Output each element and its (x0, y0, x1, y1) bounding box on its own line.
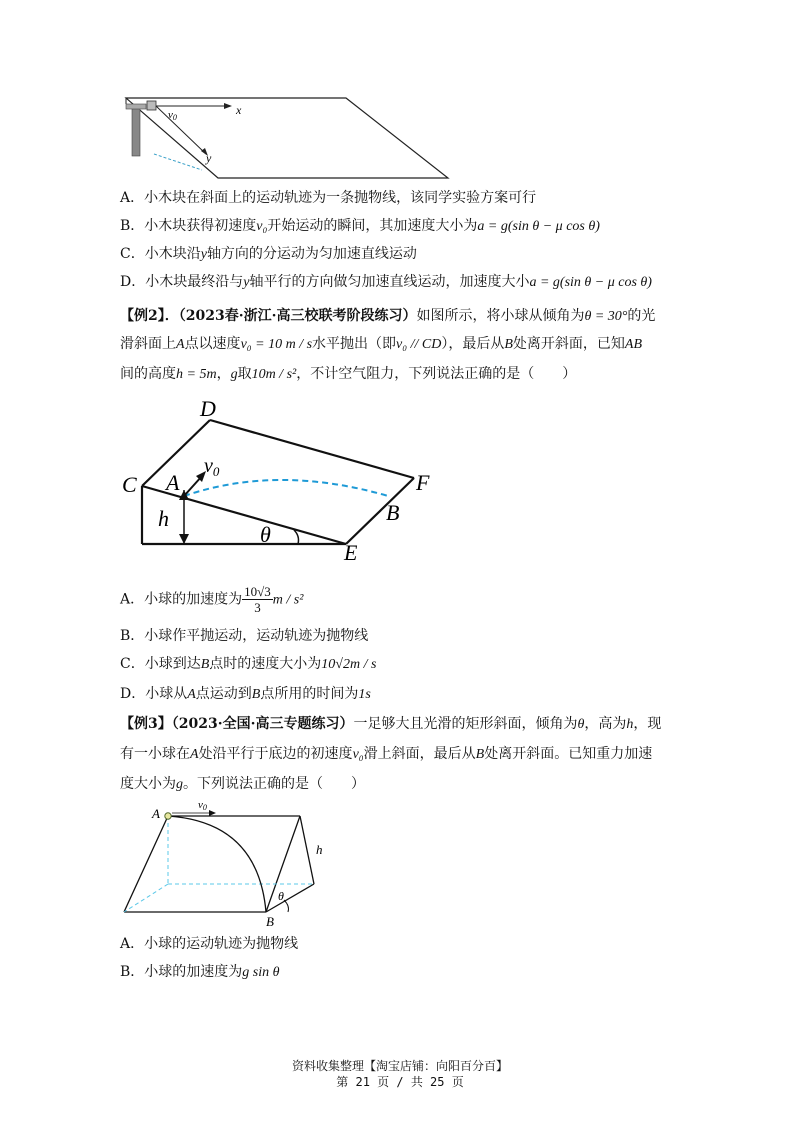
figure-incline-table (118, 92, 458, 180)
ex2-line-3: 间的高度h = 5m，g取10m / s²，不计空气阻力，下列说法正确的是（ ） (120, 366, 577, 382)
ex3-option-b: B．小球的加速度为g sin θ (120, 964, 280, 980)
fraction: $\frac{10√3}{3}$ (244, 584, 271, 615)
fig3-label-v0: v0 (198, 799, 207, 812)
fig2-label-v0: $v_0$ (204, 455, 220, 479)
ex3-line-1: 【例3】（2023·全国·高三专题练习）一足够大且光滑的矩形斜面，倾角为θ，高为h，现 (120, 716, 662, 732)
ex3-option-a: A．小球的运动轨迹为抛物线 (120, 936, 299, 952)
fig1-label-x: x (236, 103, 242, 117)
fig3-label-theta: θ (278, 889, 284, 903)
ex2-option-d: D．小球从A点运动到B点所用的时间为1s (120, 686, 371, 702)
fig2-label-theta: θ (260, 522, 271, 547)
q1-option-c: C．小木块沿y轴方向的分运动为匀加速直线运动 (120, 246, 417, 262)
fig2-label-d: D (200, 396, 216, 421)
q1-option-b: B．小木块获得初速度v₀开始运动的瞬间，其加速度大小为a = g(sin θ − μ cos θ) (120, 218, 600, 234)
fig2-label-c: C (122, 472, 137, 497)
ex2-option-b: B．小球作平抛运动，运动轨迹为抛物线 (120, 628, 369, 644)
ex2-line-1: 【例2】．（2023春·浙江·高三校联考阶段练习）如图所示，将小球从倾角为θ = 30°的光 (120, 308, 656, 324)
fig2-label-b: B (386, 500, 400, 525)
fig1-label-v0: v0 (168, 109, 177, 122)
ex2-option-c: C．小球到达B点时的速度大小为10√2m / s (120, 656, 377, 672)
q1-option-d: D．小木块最终沿与y轴平行的方向做匀加速直线运动，加速度大小a = g(sin θ − μ cos θ) (120, 274, 652, 290)
fig3-label-b: B (266, 914, 274, 928)
fig3-label-h: h (316, 842, 323, 857)
footer-page-number: 第 21 页 / 共 25 页 (336, 1075, 464, 1089)
fig2-label-a: A (166, 470, 180, 495)
fig2-label-e: E (344, 540, 358, 564)
fig2-label-f: F (416, 470, 430, 495)
figure-wedge (118, 394, 448, 564)
q1-option-a: A．小木块在斜面上的运动轨迹为一条抛物线，该同学实验方案可行 (120, 190, 537, 206)
fig3-label-a: A (152, 806, 160, 821)
footer-source: 资料收集整理【淘宝店铺：向阳百分百】 (291, 1059, 508, 1073)
fig2-label-h: h (158, 506, 169, 531)
ex3-line-2: 有一小球在A处沿平行于底边的初速度v₀滑上斜面，最后从B处离开斜面。已知重力加速 (120, 746, 653, 762)
ex2-line-2: 滑斜面上A点以速度v₀ = 10 m / s水平抛出（即v₀ // CD），最后从B处离开斜面，已知AB (120, 336, 643, 352)
fig1-label-y: y (206, 151, 212, 165)
ex2-option-a: A．小球的加速度为 $\frac{10√3}{3}$ m / s² (120, 584, 304, 615)
ex3-line-3: 度大小为g。下列说法正确的是（ ） (120, 776, 365, 792)
figure-rect-slope (118, 796, 348, 928)
